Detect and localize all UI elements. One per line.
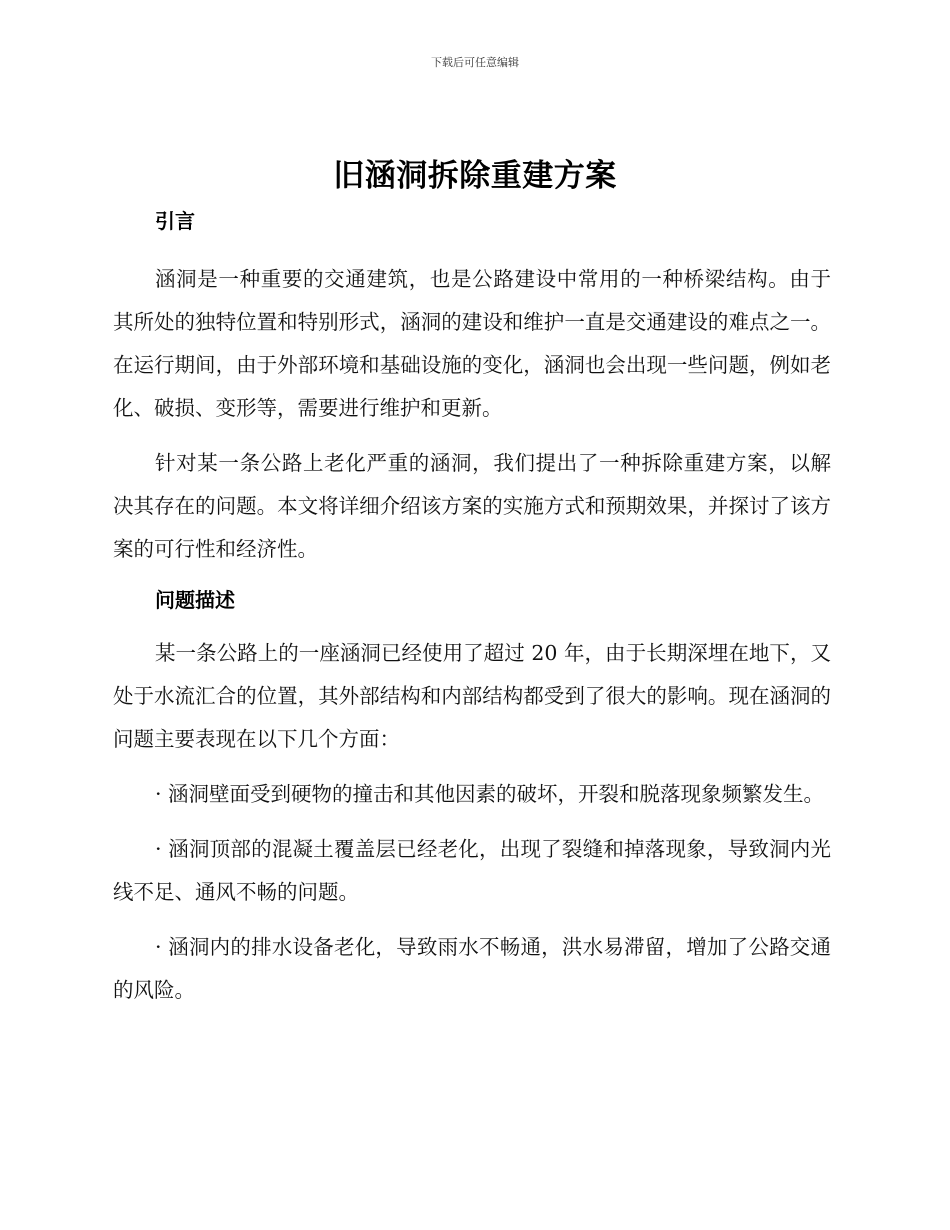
section-heading-intro: 引言 [155,209,195,233]
section-heading-problem: 问题描述 [155,588,235,612]
problem-bullet-item: · 涵洞内的排水设备老化，导致雨水不畅通，洪水易滞留，增加了公路交通的风险。 [113,935,831,1002]
document-body [113,204,831,1024]
problem-bullet-item: · 涵洞顶部的混凝土覆盖层已经老化，出现了裂缝和掉落现象，导致洞内光线不足、通风不畅的问题。 [113,837,831,904]
problem-bullet-item: · 涵洞壁面受到硬物的撞击和其他因素的破坏，开裂和脱落现象频繁发生。 [155,782,825,806]
document-title: 旧涵洞拆除重建方案 [333,158,617,194]
header-note: 下载后可任意编辑 [431,56,519,69]
problem-paragraph: 某一条公路上的一座涵洞已经使用了超过 20 年，由于长期深埋在地下，又处于水流汇合的位置，其外部结构和内部结构都受到了很大的影响。现在涵洞的问题主要表现在以下几个方面： [113,641,831,751]
intro-paragraph: 涵洞是一种重要的交通建筑，也是公路建设中常用的一种桥梁结构。由于其所处的独特位置和特别形式，涵洞的建设和维护一直是交通建设的难点之一。在运行期间，由于外部环境和基础设施的变化，涵洞也会出现一些问题，例如老化、破损、变形等，需要进行维护和更新。 [113,267,831,420]
intro-paragraph: 针对某一条公路上老化严重的涵洞，我们提出了一种拆除重建方案，以解决其存在的问题。本文将详细介绍该方案的实施方式和预期效果，并探讨了该方案的可行性和经济性。 [113,451,831,561]
